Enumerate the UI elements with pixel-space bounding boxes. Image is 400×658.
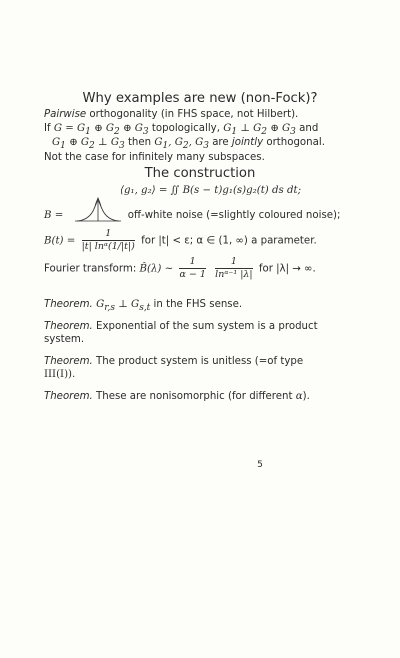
inner-product-formula: ⟨g₁, g₂⟩ = ∬ B(s − t)g₁(s)g₂(t) ds dt;	[120, 185, 302, 196]
pairwise-rest: orthogonality (in FHS space, not Hilbert).	[86, 109, 299, 120]
math-sub: 2	[114, 127, 120, 138]
bt-numerator: 1	[82, 228, 135, 241]
theorem-text: in the FHS sense.	[150, 299, 243, 310]
theorem-label: Theorem.	[44, 321, 93, 332]
theorem-2	[44, 320, 318, 333]
math-sub: 1	[60, 141, 66, 152]
math: ⊕ G	[119, 123, 143, 134]
math-sub: 3	[118, 141, 125, 152]
fourier-fraction-1	[179, 256, 205, 281]
math-sub: 1	[162, 141, 169, 152]
math: ⊕ G	[65, 137, 90, 148]
theorem-1	[44, 298, 242, 315]
b-def-text: off-white noise (=slightly coloured noise);	[127, 210, 341, 221]
math: ⊕ G	[267, 123, 291, 134]
math-sub: s,t	[139, 303, 151, 314]
bt-text: for |t| < ε; α ∈ (1, ∞) a parameter.	[141, 235, 317, 247]
math-sub: 2	[89, 141, 95, 152]
text: are	[208, 137, 232, 148]
bt-denominator: |t| lnᵅ(1/|t|)	[81, 241, 135, 252]
theorem-label: Theorem.	[44, 356, 93, 367]
denominator: α − 1	[179, 269, 206, 280]
jointly-word: jointly	[231, 137, 264, 148]
bt-lhs: B(t) =	[44, 235, 76, 247]
page-number: 5	[257, 460, 263, 470]
theorem-4	[44, 390, 310, 403]
math: G	[96, 299, 105, 310]
numerator: 1	[179, 256, 205, 269]
numerator: 1	[215, 256, 252, 269]
math-sub: r,s	[104, 303, 115, 314]
not-case-line: Not the case for infinitely many subspaces.	[44, 152, 265, 163]
section-heading: The construction	[144, 166, 256, 181]
math-sub: 1	[231, 127, 238, 138]
math: ⊕ G	[90, 123, 115, 134]
theorem-text: The product system is unitless (=of type	[92, 356, 304, 367]
fourier-line	[44, 256, 316, 282]
pairwise-line	[44, 108, 298, 121]
theorem-text: Exponential of the sum system is a product	[92, 321, 318, 332]
math: G = G	[53, 123, 86, 134]
alpha-symbol: α	[295, 391, 303, 402]
fourier-text: for |λ| → ∞.	[258, 263, 316, 275]
theorem-label: Theorem.	[44, 391, 93, 402]
math: ⊥ G	[115, 299, 140, 310]
math-sub: 2	[261, 127, 268, 138]
denominator: lnᵅ⁻¹ |λ|	[215, 269, 253, 280]
slide-title: Why examples are new (non-Fock)?	[82, 91, 318, 106]
math: G	[223, 123, 232, 134]
math: G	[52, 137, 61, 148]
text: and	[295, 123, 319, 134]
text: then	[124, 137, 155, 148]
text: orthogonal.	[263, 137, 325, 148]
math: G	[154, 137, 163, 148]
fourier-label: Fourier transform:	[44, 263, 140, 275]
text: topologically,	[148, 123, 224, 134]
b-definition	[44, 207, 340, 223]
theorem-text: ).	[302, 391, 310, 402]
theorem-2-cont: system.	[44, 334, 85, 345]
theorem-label: Theorem.	[44, 299, 93, 310]
math-sub: 3	[290, 127, 296, 138]
math-sub: 2	[182, 141, 189, 152]
math: , G	[188, 137, 204, 148]
text: If	[44, 123, 54, 134]
pairwise-word: Pairwise	[44, 109, 87, 120]
b-lhs: B =	[44, 210, 64, 221]
noise-spike-icon	[75, 197, 121, 223]
bt-definition	[44, 228, 317, 254]
math: ⊥ G	[94, 137, 119, 148]
bt-fraction	[82, 228, 135, 253]
theorem-3-cont: III(I)).	[44, 369, 76, 380]
fourier-lhs: B̂(λ) ∼	[139, 263, 174, 275]
math-sub: 3	[142, 127, 149, 138]
math-sub: 3	[203, 141, 209, 152]
theorem-3	[44, 355, 303, 368]
fourier-fraction-2	[215, 256, 252, 281]
math: , G	[168, 137, 183, 148]
math: ⊥ G	[237, 123, 262, 134]
theorem-text: These are nonisomorphic (for different	[92, 391, 296, 402]
math-sub: 1	[85, 127, 91, 138]
